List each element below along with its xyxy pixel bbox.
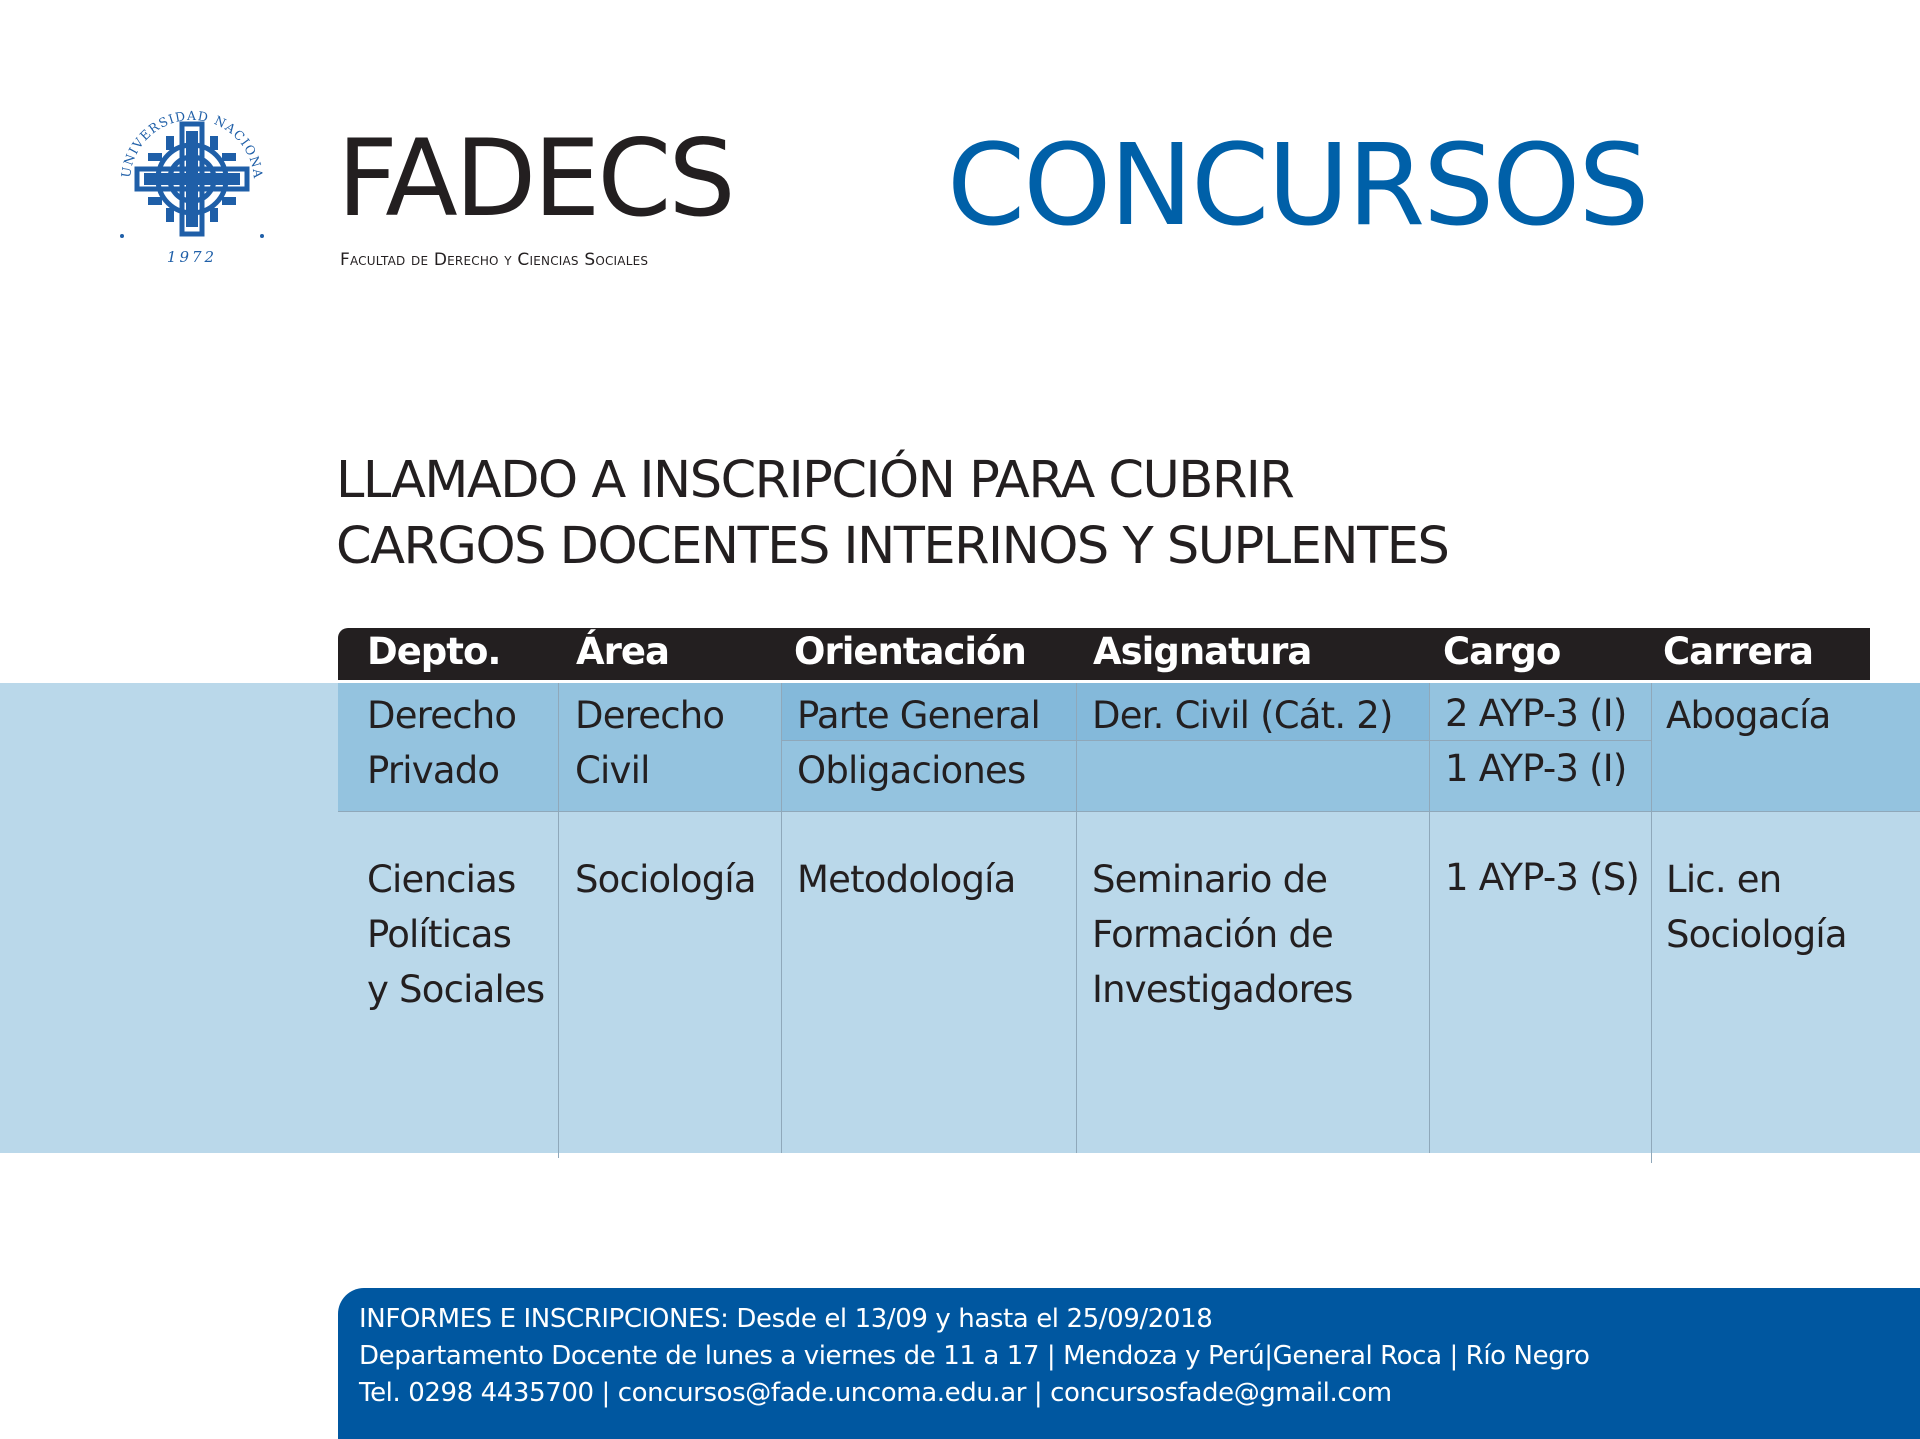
footer-dates: INFORMES E INSCRIPCIONES: Desde el 13/09 y hasta el 25/09/2018 [359,1304,1213,1334]
cell-area: Sociología [575,858,756,901]
cell-depto: Derecho Privado [367,694,517,792]
cell-asignatura: Seminario de Formación de Investigadores [1092,858,1353,1011]
header-orientacion: Orientación [794,630,1026,673]
cell-cargo: 1 AYP-3 (S) [1445,856,1640,899]
fadecs-subtitle: Facultad de Derecho y Ciencias Sociales [340,250,649,270]
header-area: Área [576,630,669,673]
seal-year: 1972 [166,248,218,266]
column-divider [1429,683,1430,1153]
cell-orientacion: Metodología [797,858,1016,901]
column-divider [558,683,559,1158]
cell-orientacion: Parte General Obligaciones [797,694,1040,792]
seal-text: UNIVERSIDAD NACIONA [117,107,267,180]
cell-area: Derecho Civil [575,694,725,792]
concursos-title: CONCURSOS [947,121,1648,251]
cell-asignatura: Der. Civil (Cát. 2) [1092,694,1393,737]
cell-depto: Ciencias Políticas y Sociales [367,858,545,1011]
header-carrera: Carrera [1663,630,1813,673]
row-divider [338,811,1920,812]
university-seal [108,96,276,276]
cell-carrera: Abogacía [1666,694,1831,737]
column-divider [1076,683,1077,1153]
header-cargo: Cargo [1443,630,1561,673]
header-depto: Depto. [367,630,501,673]
header-asignatura: Asignatura [1093,630,1312,673]
seal-icon [108,96,276,276]
footer-contact: Tel. 0298 4435700 | concursos@fade.uncoma.edu.ar | concursosfade@gmail.com [359,1378,1392,1408]
contact-footer [338,1288,1920,1439]
headline-line-2: CARGOS DOCENTES INTERINOS Y SUPLENTES [336,517,1449,576]
fadecs-logo-text: FADECS [337,117,733,240]
cell-cargo: 2 AYP-3 (I) 1 AYP-3 (I) [1445,692,1627,790]
column-divider [781,683,782,1153]
column-divider [1651,683,1652,1163]
cell-carrera: Lic. en Sociología [1666,858,1847,956]
headline-line-1: LLAMADO A INSCRIPCIÓN PARA CUBRIR [336,451,1294,510]
footer-address: Departamento Docente de lunes a viernes de 11 a 17 | Mendoza y Perú|General Roca | Río Negro [359,1341,1590,1371]
